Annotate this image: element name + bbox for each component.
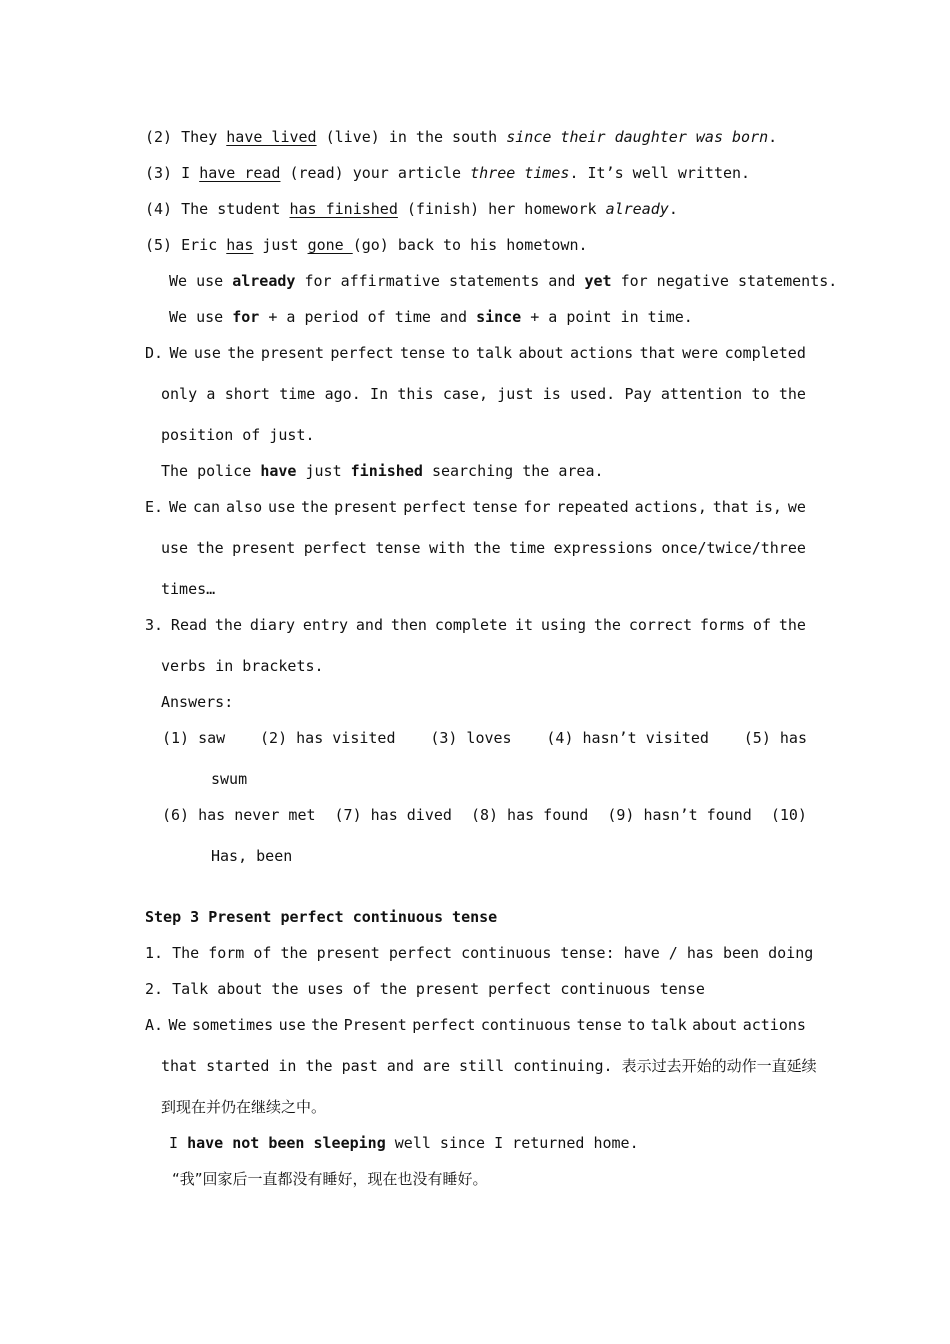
word: present [334, 498, 398, 516]
word: we [787, 498, 806, 516]
answer-underlined: has [226, 236, 254, 254]
word: In [370, 385, 389, 403]
word: tense [472, 498, 518, 516]
text: well since I returned home. [394, 1134, 639, 1152]
word: talk [650, 1016, 687, 1034]
word: using [540, 616, 587, 634]
word: sometimes [191, 1016, 274, 1034]
answer: (7) has dived [334, 806, 452, 824]
answers-label: Answers: [161, 693, 234, 711]
word: continuous [480, 1016, 572, 1034]
item-number: (4) [145, 200, 173, 218]
time-expression: since their daughter was born [506, 128, 769, 146]
word: time [509, 539, 546, 557]
text: I [169, 1134, 179, 1152]
word: forms [699, 616, 746, 634]
word: expressions [553, 539, 653, 557]
answer: (10) [770, 806, 807, 824]
text: just [262, 236, 299, 254]
word: 3. [145, 616, 164, 634]
section-d-line-3: position of just. [161, 426, 315, 444]
word: and [355, 616, 383, 634]
word: We [169, 344, 188, 362]
answer: (6) has never met [162, 806, 316, 824]
item-number: (3) [145, 164, 173, 182]
word: the [593, 616, 621, 634]
text: (live) in the south [325, 128, 498, 146]
word: completed [724, 344, 806, 362]
text: We use [169, 272, 224, 290]
exercise-line-3 [145, 163, 750, 183]
keyword: have [260, 462, 297, 480]
section-d-line-1 [145, 343, 806, 363]
word: a [206, 385, 216, 403]
text: that started in the past and are still continuing. [161, 1057, 613, 1075]
word: that [712, 498, 749, 516]
word: E. [145, 498, 164, 516]
word: D. [145, 344, 164, 362]
answers-row-2 [162, 805, 807, 825]
word: perfect [303, 539, 367, 557]
text: + a period of time and [268, 308, 468, 326]
answer: (3) loves [430, 729, 512, 747]
keyword: for [232, 308, 260, 326]
word: repeated [556, 498, 629, 516]
answer: (8) has found [470, 806, 589, 824]
answers-row-1 [162, 728, 807, 748]
word: ago. [324, 385, 361, 403]
step3-a-line-3: 到现在并仍在继续之中。 [161, 1098, 327, 1116]
text: searching the area. [431, 462, 604, 480]
text: . [768, 128, 778, 146]
word: just [497, 385, 534, 403]
text: for negative statements. [620, 272, 838, 290]
word: actions [570, 344, 634, 362]
word: complete [434, 616, 508, 634]
keyword: yet [584, 272, 612, 290]
word: to [751, 385, 770, 403]
step3-a-line-2 [161, 1056, 817, 1076]
word: for [523, 498, 551, 516]
word: then [390, 616, 427, 634]
answer-continuation: swum [211, 770, 248, 788]
chinese-text: 表示过去开始的动作一直延续 [621, 1057, 817, 1075]
word: were [682, 344, 719, 362]
note-for-since [169, 307, 693, 327]
word: use [278, 1016, 306, 1034]
section-d-line-2 [161, 384, 806, 404]
word: time [279, 385, 316, 403]
word: actions, [634, 498, 707, 516]
answer: (4) hasn’t visited [546, 729, 709, 747]
answer: (2) has visited [260, 729, 396, 747]
keyword: have not been sleeping [187, 1134, 386, 1152]
word: perfect [330, 344, 394, 362]
section-heading: Step 3 Present perfect continuous tense [145, 908, 498, 926]
answer: (9) hasn’t found [607, 806, 752, 824]
answer-underlined: has finished [289, 200, 398, 218]
word: use [268, 498, 296, 516]
answer-continuation: Has, been [211, 847, 293, 865]
item-number: (2) [145, 128, 173, 146]
word: is, [754, 498, 782, 516]
text: The police [161, 462, 252, 480]
answer-underlined: gone [307, 236, 353, 254]
text: for affirmative statements and [304, 272, 576, 290]
answer: (1) saw [162, 729, 226, 747]
text: Eric [181, 236, 218, 254]
word: to [451, 344, 470, 362]
word: is [542, 385, 561, 403]
keyword: since [476, 308, 522, 326]
word: use [161, 539, 189, 557]
keyword: already [232, 272, 296, 290]
word: the [778, 385, 806, 403]
word: attention [660, 385, 743, 403]
word: with [428, 539, 466, 557]
text: (go) back to his hometown. [352, 236, 588, 254]
step3-point-2: 2. Talk about the uses of the present perfect continuous tense [145, 980, 705, 998]
word: tense [576, 1016, 622, 1034]
keyword: finished [350, 462, 423, 480]
step3-a-line-1 [145, 1015, 806, 1035]
word: the [214, 616, 242, 634]
word: entry [302, 616, 349, 634]
step3-example-translation: “我”回家后一直都没有睡好，现在也没有睡好。 [172, 1170, 488, 1188]
word: of [752, 616, 771, 634]
word: tense [400, 344, 446, 362]
text: . It’s well written. [569, 164, 751, 182]
text: (read) your article [289, 164, 462, 182]
text: just [305, 462, 342, 480]
text: We use [169, 308, 224, 326]
word: the [227, 344, 255, 362]
word: correct [628, 616, 693, 634]
text: I [181, 164, 191, 182]
word: We [168, 1016, 187, 1034]
note-already-yet [169, 271, 837, 291]
answer: (5) has [743, 729, 807, 747]
step3-example [169, 1133, 639, 1153]
section-e-line-3: times… [161, 580, 216, 598]
word: talk [475, 344, 513, 362]
word: A. [145, 1016, 164, 1034]
word: the [473, 539, 501, 557]
word: about [518, 344, 564, 362]
word: actions [742, 1016, 806, 1034]
exercise-line-4 [145, 199, 678, 219]
text: The student [181, 200, 281, 218]
exercise-line-2 [145, 127, 777, 147]
word: the [196, 539, 224, 557]
word: that [639, 344, 676, 362]
word: tense [375, 539, 421, 557]
text: + a point in time. [530, 308, 693, 326]
section-d-example [161, 461, 604, 481]
word: once/twice/three [661, 539, 806, 557]
word: used. [570, 385, 616, 403]
text: (finish) her homework [406, 200, 597, 218]
word: perfect [403, 498, 467, 516]
word: this [397, 385, 434, 403]
word: Present [343, 1016, 407, 1034]
step3-point-1: 1. The form of the present perfect continuous tense: have / has been doing [145, 944, 814, 962]
word: diary [249, 616, 296, 634]
section-3-line-2: verbs in brackets. [161, 657, 324, 675]
time-expression: already [605, 200, 669, 218]
word: the [311, 1016, 339, 1034]
word: Read [170, 616, 208, 634]
word: We [168, 498, 188, 516]
word: can [192, 498, 221, 516]
time-expression: three times [470, 164, 570, 182]
word: to [627, 1016, 646, 1034]
word: it [514, 616, 533, 634]
word: only [161, 385, 198, 403]
answer-underlined: have read [199, 164, 281, 182]
word: Pay [624, 385, 652, 403]
word: the [778, 616, 806, 634]
word: present [260, 344, 325, 362]
word: the [301, 498, 329, 516]
word: case, [442, 385, 488, 403]
word: perfect [412, 1016, 476, 1034]
section-e-line-2 [161, 538, 806, 558]
word: short [224, 385, 270, 403]
answer-underlined: have lived [226, 128, 317, 146]
word: use [193, 344, 221, 362]
section-3-line-1 [145, 615, 806, 635]
section-e-line-1 [145, 497, 806, 517]
item-number: (5) [145, 236, 173, 254]
word: also [225, 498, 263, 516]
text: They [181, 128, 218, 146]
text: . [668, 200, 678, 218]
word: about [692, 1016, 738, 1034]
exercise-line-5 [145, 235, 588, 255]
word: present [232, 539, 296, 557]
